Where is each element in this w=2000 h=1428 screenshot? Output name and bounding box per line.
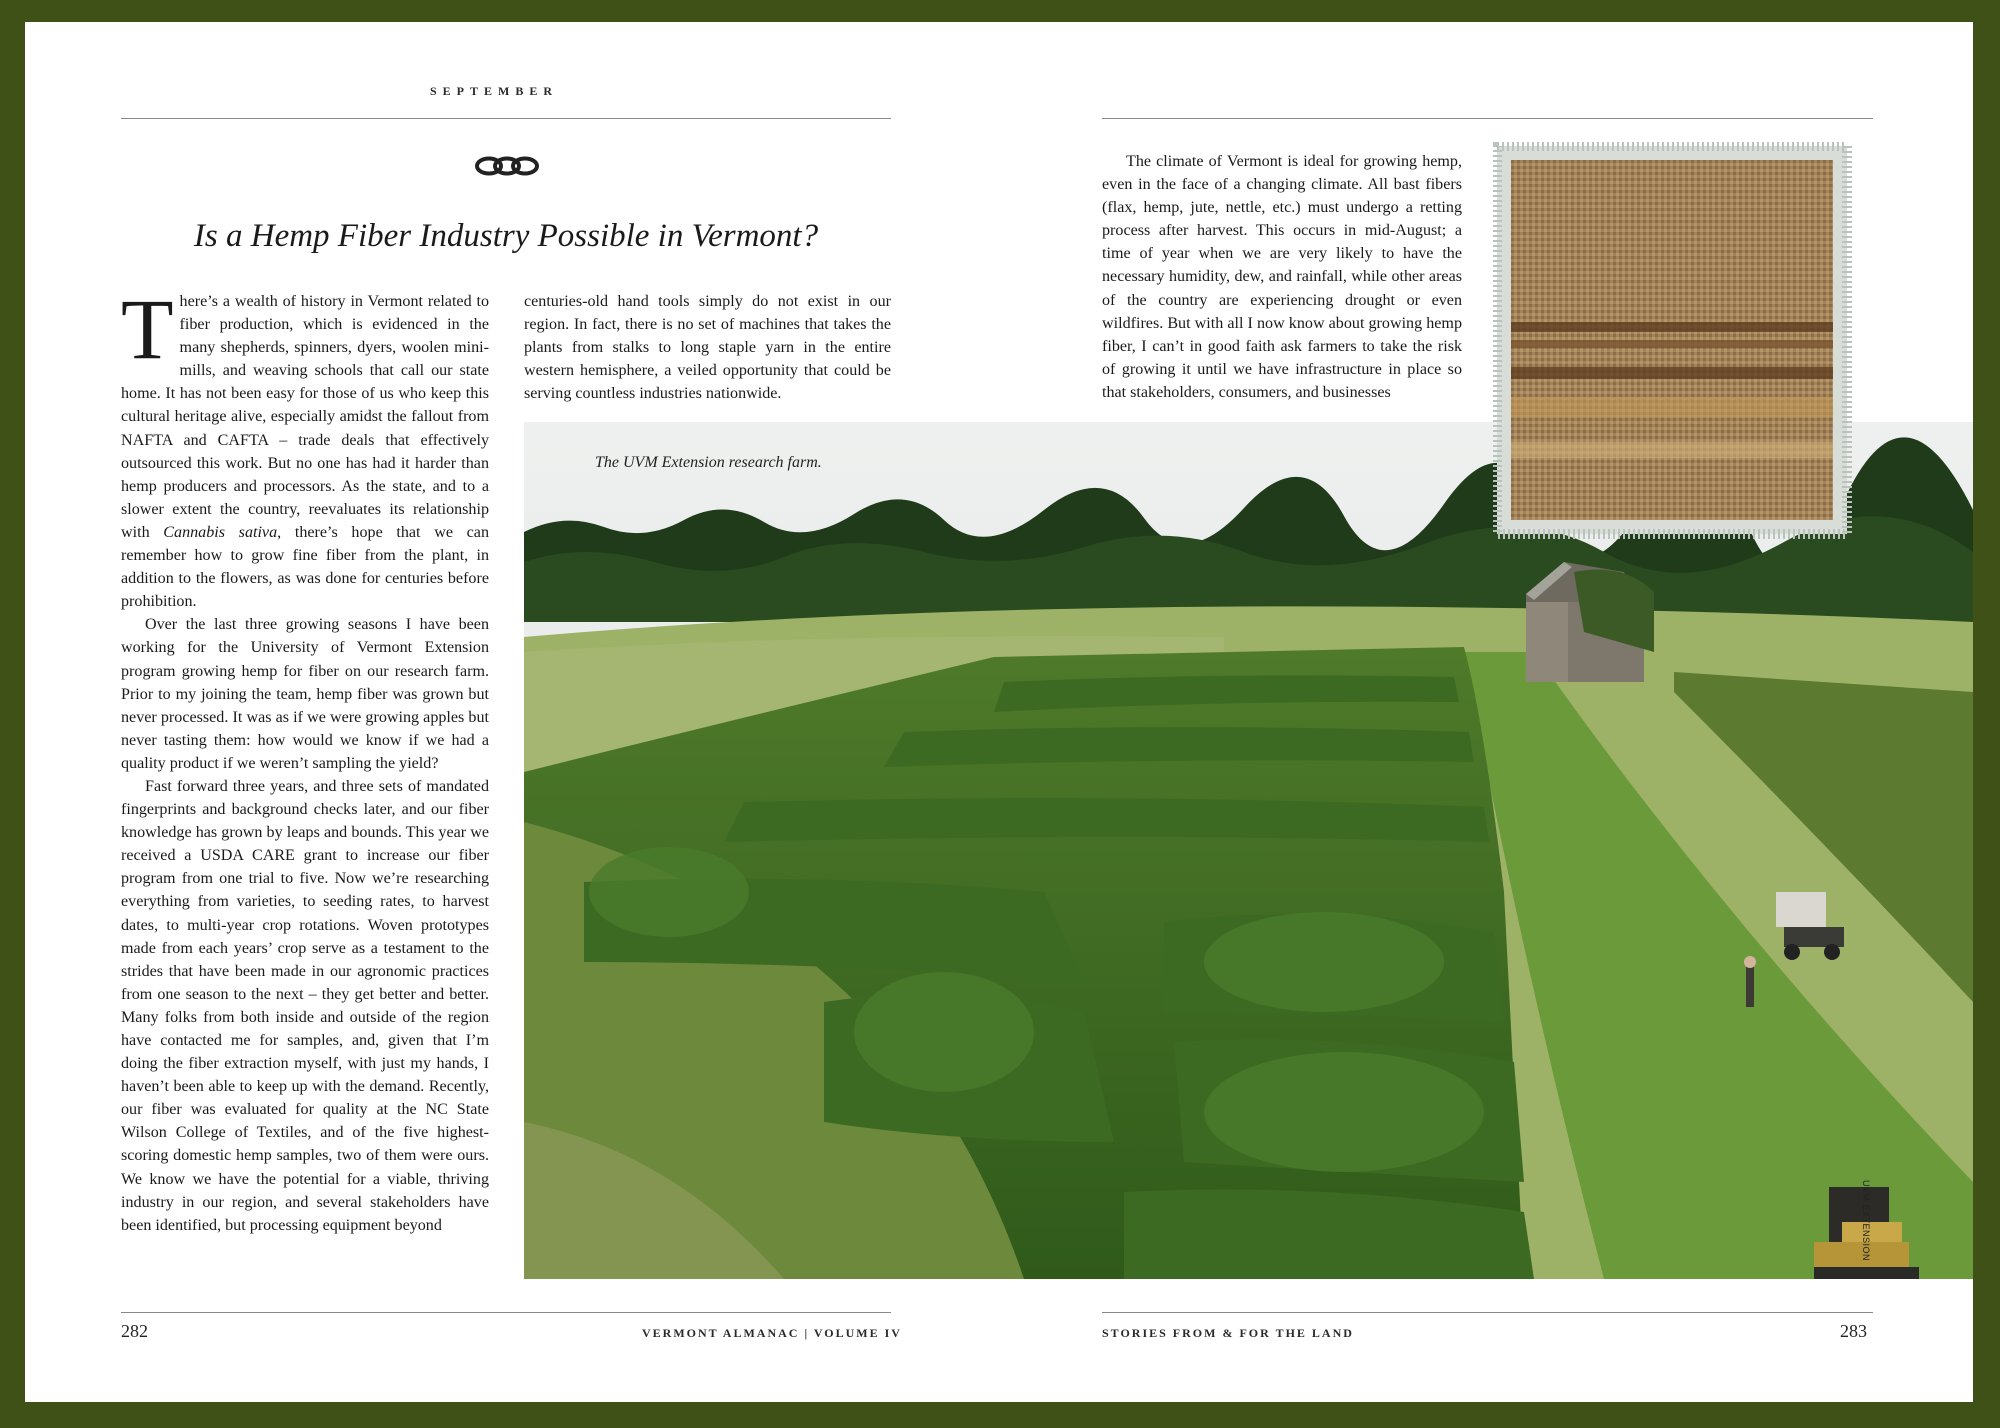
footer-rule-right <box>1102 1312 1873 1313</box>
chain-ornament-icon <box>474 154 540 178</box>
paragraph-col2: centuries-old hand tools simply do not exist in our region. In fact, there is no set of machines that takes the plants from stalks to long staple yarn in the entire western hemisphere, a veiled opportunity that could be serving countless industries nationwide. <box>524 293 891 403</box>
woven-hemp-swatch <box>1493 142 1855 540</box>
drop-cap: T <box>121 281 174 377</box>
footer-tagline: STORIES FROM & FOR THE LAND <box>1102 1326 1354 1340</box>
italic-species: Cannabis sativa <box>163 523 278 541</box>
footer-publication: VERMONT ALMANAC | VOLUME IV <box>642 1326 902 1340</box>
body-column-1 <box>121 281 489 1237</box>
page-number-right: 283 <box>1840 1321 1867 1341</box>
paragraph-1: There’s a wealth of history in Vermont related to fiber production, which is evidenced in the many shepherds, spinners, dyers, woolen mini-mills, and weaving schools that call our state home. It has not been easy for those of us who keep this cultural heritage alive, especially amidst the fallout from NAFTA and CAFTA – trade deals that effectively outsourced this work. But no one has had it harder than hemp producers and processors. As the state, and to a slower extent the country, reevaluates its relationship with Cannabis sativa, there’s hope that we can remember how to grow fine fiber from the plant, in addition to the flowers, as was done for centuries before prohibition. <box>121 281 489 611</box>
header-rule-right <box>1102 118 1873 119</box>
body-column-right <box>1102 150 1462 404</box>
article-title: Is a Hemp Fiber Industry Possible in Vermont? <box>193 218 819 254</box>
header-rule-left <box>121 118 891 119</box>
page-number-left: 282 <box>121 1321 148 1341</box>
paragraph-2: Over the last three growing seasons I have been working for the University of Vermont Extension program growing hemp for fiber on our research farm. Prior to my joining the team, hemp fiber was grown but never processed. It was as if we were growing apples but never tasting them: how would we know if we had a quality product if we weren’t sampling the yield? <box>121 616 489 772</box>
farm-photo <box>524 422 1973 1279</box>
body-column-2 <box>524 290 891 405</box>
running-head: SEPTEMBER <box>430 84 559 98</box>
farm-photo-illustration <box>524 422 1973 1279</box>
paragraph-right: The climate of Vermont is ideal for growing hemp, even in the face of a changing climate. All bast fibers (flax, hemp, jute, nettle, etc.) must undergo a retting process after harvest. This occurs in mid-August; a time of year when we are very likely to have the necessary humidity, dew, and rainfall, while other areas of the country are experiencing drought or even wildfires. But with all I now know about growing hemp fiber, I can’t in good faith ask farmers to take the risk of growing it until we have infrastructure in place so that stakeholders, consumers, and businesses <box>1102 153 1462 401</box>
footer-rule-left <box>121 1312 891 1313</box>
magazine-spread <box>25 22 1973 1402</box>
paragraph-3: Fast forward three years, and three sets of mandated fingerprints and background checks later, and our fiber knowledge has grown by leaps and bounds. This year we received a USDA CARE grant to increase our fiber program from one trial to five. Now we’re researching everything from varieties, to seeding rates, to harvest dates, to multi-year crop rotations. Woven prototypes made from each years’ crop serve as a testament to the strides that have been made in our agronomic practices from one season to the next – they get better and better. Many folks from both inside and outside of the region have contacted me for samples, and, given that I’m doing the fiber extraction myself, with just my hands, I haven’t been able to keep up with the demand. Recently, our fiber was evaluated for quality at the NC State Wilson College of Textiles, and of the five highest-scoring domestic hemp samples, two of them were ours. We know we have the potential for a viable, thriving industry in our region, and several stakeholders have been identified, but processing equipment beyond <box>121 777 489 1234</box>
photo-caption: The UVM Extension research farm. <box>595 454 822 471</box>
photo-credit: UVM EXTENSION <box>1861 1180 1871 1262</box>
